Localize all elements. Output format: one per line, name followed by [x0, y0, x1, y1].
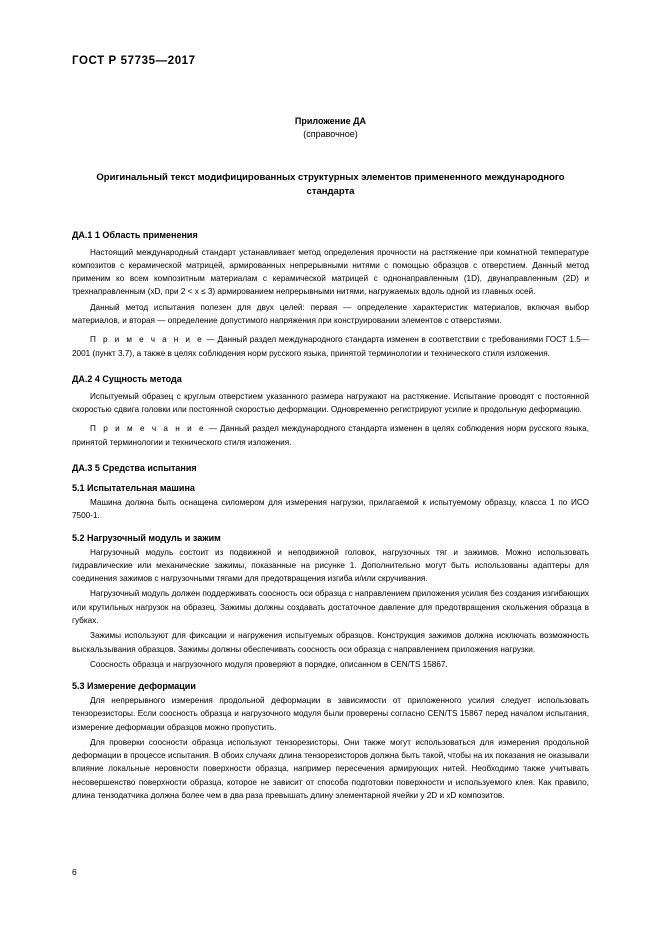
section-heading-da1: ДА.1 1 Область применения: [72, 229, 198, 240]
note-text: — Данный раздел международного стандарта изменен в целях соблюдения норм русского языка, принятой терминологии и технического стиля изложения.: [72, 424, 590, 447]
annex-label: Приложение ДА: [294, 116, 367, 126]
paragraph: Настоящий международный стандарт устанавливает метод определения прочности на растяжение при комнатной температуре композитов с керамической матрицей, армированных непрерывными нитями с помощью образцов с отверстием. Данный метод применим ко всем композитным материалам с керамической матрицей с однонаправленным (1D), двунаправленным (2D) и трехнаправленным (xD, при 2 < x ≤ 3) армированием непрерывными нитями, нагружаемых вдоль одной из главных осей.: [72, 247, 589, 297]
subsection-heading-5-1: 5.1 Испытательная машина: [72, 482, 195, 493]
paragraph: Соосность образца и нагрузочного модуля проверяют в порядке, описанном в CEN/TS 15867.: [90, 659, 448, 669]
note-label: П р и м е ч а н и е: [90, 335, 204, 345]
note-text: — Данный раздел международного стандарта изменен в соответствии с требованиями ГОСТ 1.5—2001 (пункт 3.7), а также в целях соблюдения норм русского языка, принятой терминологии и технического стиля изложения.: [72, 335, 589, 358]
paragraph: Данный метод испытания полезен для двух целей: первая — определение характеристик материалов, включая выбор материалов, и вторая — определение допустимого напряжения при конструировании элементов с отверстиями.: [72, 302, 589, 325]
paragraph: Испытуемый образец с круглым отверстием указанного размера нагружают на растяжение. Испытание проводят с постоянной скоростью сдвига головки или постоянной скоростью деформации. Одновременно регистрируют усилие и продольную деформацию.: [72, 391, 589, 415]
paragraph: Зажимы используют для фиксации и нагружения испытуемых образцов. Конструкция зажимов должна исключать возможность выскальзывания образцов. Зажимы должны обеспечивать соосность оси образца с направлением приложения нагрузки.: [72, 631, 589, 654]
note-label: П р и м е ч а н и е: [90, 424, 206, 434]
paragraph: Машина должна быть оснащена силомером для измерения нагрузки, прилагаемой к испытуемому образцу, класса 1 по ИСО 7500-1.: [72, 497, 589, 521]
paragraph: Для непрерывного измерения продольной деформации в зависимости от приложенного усилия следует использовать тензорезисторы. Если соосность образца и нагрузочного модуля были проверены согласно CEN/TS 15867 перед началом испытания, измерение деформации образцов можно пропустить.: [72, 696, 589, 732]
subsection-heading-5-2: 5.2 Нагрузочный модуль и зажим: [72, 532, 221, 543]
section-heading-da3: ДА.3 5 Средства испытания: [72, 462, 197, 473]
standard-header: ГОСТ Р 57735—2017: [72, 55, 196, 67]
page-number: 6: [72, 867, 77, 877]
note-da2: [72, 422, 589, 449]
note-da1: [72, 333, 589, 360]
subsection-heading-5-3: 5.3 Измерение деформации: [72, 681, 196, 692]
paragraph: Для проверки соосности образца используют тензорезисторы. Они также могут использоваться для измерения продольной деформации в процессе испытания. В обоих случаях длина тензорезисторов должна быть такой, чтобы на их показания не оказывали влияние локальные неровности поверхности образца, например пересечения армирующих нитей. Необходимо также учитывать несовершенство поверхности образца, которое не зависит от способа подготовки поверхности и используемого клея. Как правило, длина тензодатчика должна более чем в два раза превышать длину элементарной ячейки у 2D и xD композитов.: [72, 737, 589, 801]
page-title: Оригинальный текст модифицированных структурных элементов примененного международного стандарта: [96, 172, 565, 198]
paragraph: Нагрузочный модуль состоит из подвижной и неподвижной головок, нагрузочных тяг и зажимов. Можно использовать гидравлические или механические зажимы, показанные на рисунке 1. Дополнительно могут быть использованы адаптеры для соединения зажимов с нагрузочными тягами для предотвращения изгиба и/или скручивания.: [72, 547, 589, 584]
annex-kind: (справочное): [303, 129, 358, 140]
annex-heading: [72, 115, 589, 141]
paragraph: Нагрузочный модуль должен поддерживать соосность оси образца с направлением приложения усилия без создания изгибающих или крутильных нагрузок на образец. Зажимы должны создавать достаточное давление для предотвращения скольжения образца в губках.: [72, 589, 589, 625]
section-heading-da2: ДА.2 4 Сущность метода: [72, 373, 182, 384]
